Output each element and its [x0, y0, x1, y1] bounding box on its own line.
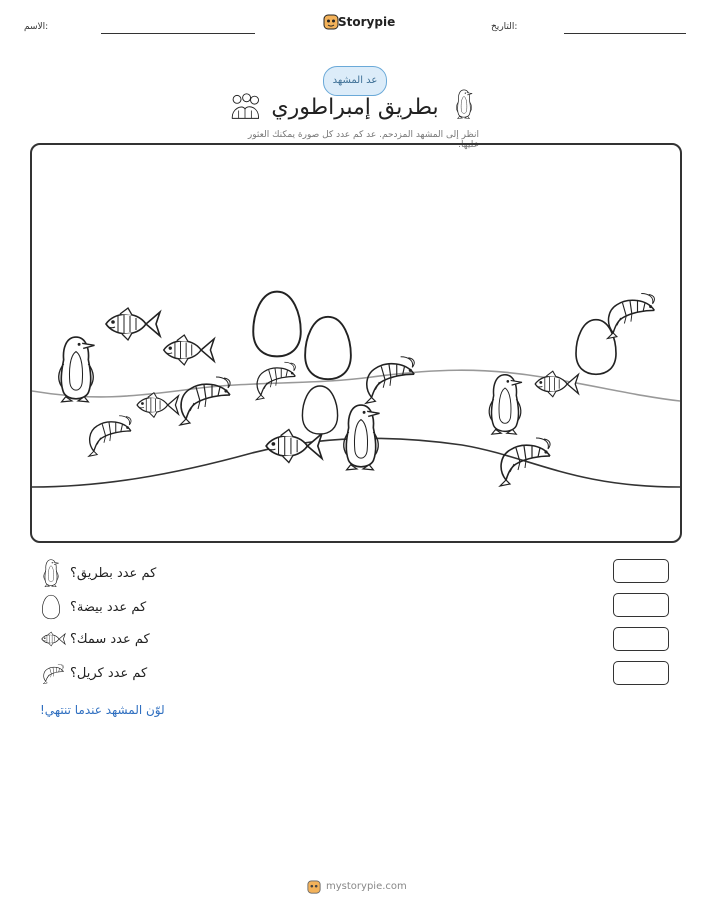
answer-box-krill[interactable] [613, 661, 669, 685]
scene-fish [266, 429, 322, 462]
penguin-icon [40, 558, 62, 588]
page-title: بطريق إمبراطوري [271, 95, 439, 120]
instructions: انظر إلى المشهد المزدحم. عد كم عدد كل صورة يمكنك العثور عليها. [247, 130, 479, 150]
krill-icon [40, 662, 66, 686]
name-label: الاسم: [24, 22, 49, 32]
name-line[interactable] [101, 33, 255, 34]
scene-krill [608, 294, 655, 339]
egg-icon [40, 594, 62, 620]
scene-fish [535, 371, 578, 397]
scene-count-badge: عد المشهد [323, 66, 387, 96]
scene-krill [180, 377, 230, 425]
scene-fish [164, 335, 214, 365]
date-line[interactable] [564, 33, 686, 34]
scene-fish [106, 308, 160, 340]
storypie-footer-icon [307, 880, 321, 894]
question-text: كم عدد سمك؟ [70, 632, 150, 647]
scene-krill [500, 438, 550, 486]
color-instruction: لوّن المشهد عندما تنتهي! [40, 703, 165, 717]
storypie-logo-icon [323, 14, 339, 30]
footer-url[interactable]: mystorypie.com [326, 881, 407, 892]
scene-krill [366, 357, 415, 404]
answer-box-fish[interactable] [613, 627, 669, 651]
fish-icon [40, 630, 66, 648]
answer-box-penguin[interactable] [613, 559, 669, 583]
scene-penguin [59, 337, 95, 402]
answer-box-egg[interactable] [613, 593, 669, 617]
scene-krill [89, 416, 131, 457]
question-egg [30, 592, 670, 622]
scene-penguin [489, 375, 522, 434]
question-fish [30, 626, 670, 656]
question-text: كم عدد بيضة؟ [70, 600, 147, 615]
question-penguin [30, 558, 670, 588]
scene-egg [305, 317, 351, 379]
question-text: كم عدد بطريق؟ [70, 566, 157, 581]
footer [307, 880, 417, 896]
scene-penguin [344, 405, 380, 470]
scene-egg [253, 292, 301, 357]
date-label: التاريخ: [491, 22, 518, 32]
brand-name: Storypie [338, 15, 396, 29]
scene-egg [302, 386, 337, 434]
brand-logo [323, 13, 396, 31]
question-text: كم عدد كريل؟ [70, 666, 148, 681]
scene-fish [137, 393, 178, 418]
scene-illustration [32, 145, 680, 541]
penguin-title-icon [454, 88, 474, 120]
question-krill [30, 660, 670, 690]
crowd-icon [229, 93, 261, 120]
scene-krill [256, 362, 295, 400]
